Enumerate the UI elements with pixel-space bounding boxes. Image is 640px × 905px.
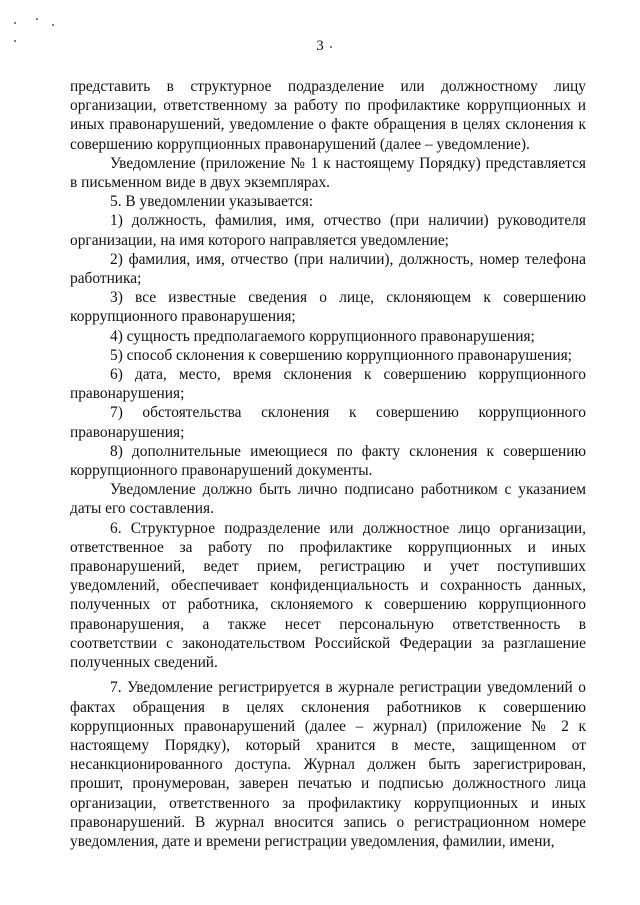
list-item-2: 2) фамилия, имя, отчество (при наличии), должность, номер телефона работника; xyxy=(70,250,586,288)
list-item-1: 1) должность, фамилия, имя, отчество (при наличии) руководителя организации, на имя которого направляется уведомление; xyxy=(70,212,586,249)
list-item-5: 5) способ склонения к совершению коррупционного правонарушения; xyxy=(110,346,572,364)
list-item-6: 6) дата, место, время склонения к совершению коррупционного правонарушения; xyxy=(70,366,586,403)
paragraph-signature: Уведомление должно быть лично подписано работником с указанием даты его составления. xyxy=(70,481,586,518)
paragraph-continuation: представить в структурное подразделение или должностному лицу организации, ответственному за работу по профилактике коррупционных и иных правонарушений, уведомление о факте обращения в целях склонения к совершению коррупционных правонарушений (далее – уведомление). xyxy=(70,78,586,153)
list-item-4: 4) сущность предполагаемого коррупционного правонарушения; xyxy=(110,327,535,345)
list-item-8: 8) дополнительные имеющиеся по факту склонения к совершению коррупционного правонарушений документы. xyxy=(70,442,586,480)
paragraph-section-6: 6. Структурное подразделение или должностное лицо организации, ответственное за работу по профилактике коррупционных и иных правонарушений, ведет прием, регистрацию и учет поступивших уведомлений, обеспечивает конфиденциальность и сохранность данных, полученных от работника, склоняемого к совершению коррупционного правонарушения, а также несет персональную ответственность в соответствии с законодательством Российской Федерации за разглашение полученных сведений. xyxy=(70,519,586,672)
page-number: 3 xyxy=(316,38,324,54)
paragraph-notice-form: Уведомление (приложение № 1 к настоящему Порядку) представляется в письменном виде в двух экземплярах. xyxy=(70,154,586,192)
paragraph-section-5: 5. В уведомлении указывается: xyxy=(110,193,314,211)
paragraph-section-7: 7. Уведомление регистрируется в журнале регистрации уведомлений о фактах обращения в целях склонения работников к совершению коррупционных правонарушений (далее – журнал) (приложение № 2 к настоящему Порядку), который хранится в месте, защищенном от несанкционированного доступа. Журнал должен быть зарегистрирован, прошит, пронумерован, заверен печатью и подписью должностного лица организации, ответственного за профилактику коррупционных и иных правонарушений. В журнал вносится запись о регистрационном номере уведомления, дате и времени регистрации уведомления, фамилии, имени, xyxy=(70,679,586,850)
document-body xyxy=(70,77,586,851)
list-item-3: 3) все известные сведения о лице, склоняющем к совершению коррупционного правонарушения; xyxy=(70,289,586,326)
list-item-7: 7) обстоятельства склонения к совершению коррупционного правонарушения; xyxy=(70,404,586,441)
